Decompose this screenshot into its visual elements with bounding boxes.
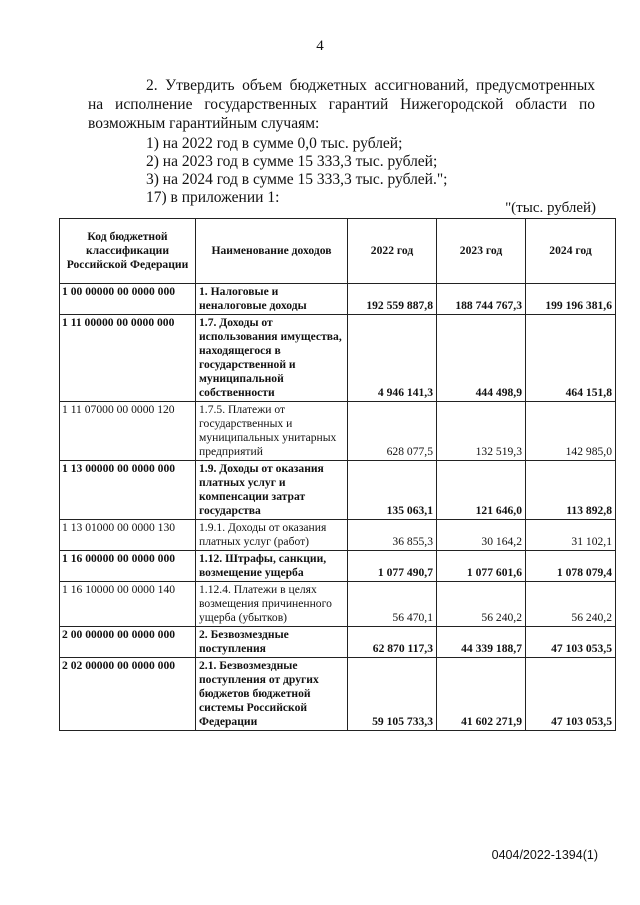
cell-name: 1.12.4. Платежи в целях возмещения причиненного ущерба (убытков) — [196, 582, 348, 627]
cell-2023: 444 498,9 — [437, 315, 526, 402]
cell-2023: 121 646,0 — [437, 461, 526, 520]
cell-name: 1.12. Штрафы, санкции, возмещение ущерба — [196, 551, 348, 582]
table-row — [60, 402, 616, 461]
cell-2022: 36 855,3 — [348, 520, 437, 551]
line-2023: 2) на 2023 год в сумме 15 333,3 тыс. рублей; — [146, 153, 438, 170]
cell-2022: 62 870 117,3 — [348, 627, 437, 658]
cell-code: 1 00 00000 00 0000 000 — [60, 284, 196, 315]
cell-2024: 142 985,0 — [526, 402, 616, 461]
cell-code: 1 13 01000 00 0000 130 — [60, 520, 196, 551]
cell-2024: 31 102,1 — [526, 520, 616, 551]
table-row — [60, 582, 616, 627]
cell-2022: 1 077 490,7 — [348, 551, 437, 582]
cell-2024: 56 240,2 — [526, 582, 616, 627]
cell-code: 2 02 00000 00 0000 000 — [60, 658, 196, 731]
header-2024: 2024 год — [526, 219, 616, 284]
cell-name: 2.1. Безвозмездные поступления от других бюджетов бюджетной системы Российской Федерации — [196, 658, 348, 731]
cell-2024: 1 078 079,4 — [526, 551, 616, 582]
header-code: Код бюджетной классификации Российской Федерации — [60, 219, 196, 284]
cell-2023: 1 077 601,6 — [437, 551, 526, 582]
footer-document-code: 0404/2022-1394(1) — [491, 848, 598, 862]
table-row — [60, 551, 616, 582]
table-row — [60, 461, 616, 520]
cell-name: 1.7. Доходы от использования имущества, находящегося в государственной и муниципальной собственности — [196, 315, 348, 402]
cell-2023: 44 339 188,7 — [437, 627, 526, 658]
line-appendix: 17) в приложении 1: — [146, 189, 280, 206]
cell-2023: 132 519,3 — [437, 402, 526, 461]
header-2023: 2023 год — [437, 219, 526, 284]
cell-code: 2 00 00000 00 0000 000 — [60, 627, 196, 658]
line-2022: 1) на 2022 год в сумме 0,0 тыс. рублей; — [146, 135, 403, 152]
cell-2022: 56 470,1 — [348, 582, 437, 627]
cell-2022: 135 063,1 — [348, 461, 437, 520]
table-header-row — [60, 219, 616, 284]
cell-name: 2. Безвозмездные поступления — [196, 627, 348, 658]
cell-2022: 192 559 887,8 — [348, 284, 437, 315]
table-row — [60, 627, 616, 658]
cell-code: 1 16 00000 00 0000 000 — [60, 551, 196, 582]
cell-name: 1.9. Доходы от оказания платных услуг и компенсации затрат государства — [196, 461, 348, 520]
cell-2024: 199 196 381,6 — [526, 284, 616, 315]
unit-label: "(тыс. рублей) — [505, 200, 596, 216]
cell-2023: 56 240,2 — [437, 582, 526, 627]
cell-2023: 41 602 271,9 — [437, 658, 526, 731]
cell-2022: 4 946 141,3 — [348, 315, 437, 402]
revenue-table — [59, 218, 616, 731]
cell-name: 1. Налоговые и неналоговые доходы — [196, 284, 348, 315]
cell-2023: 188 744 767,3 — [437, 284, 526, 315]
header-2022: 2022 год — [348, 219, 437, 284]
table-row — [60, 315, 616, 402]
table-body — [60, 284, 616, 731]
cell-2024: 464 151,8 — [526, 315, 616, 402]
page-number: 4 — [316, 38, 324, 54]
cell-name: 1.7.5. Платежи от государственных и муниципальных унитарных предприятий — [196, 402, 348, 461]
header-name: Наименование доходов — [196, 219, 348, 284]
line-2024: 3) на 2024 год в сумме 15 333,3 тыс. рублей."; — [146, 171, 448, 188]
table-row — [60, 658, 616, 731]
cell-2023: 30 164,2 — [437, 520, 526, 551]
cell-code: 1 13 00000 00 0000 000 — [60, 461, 196, 520]
cell-code: 1 11 00000 00 0000 000 — [60, 315, 196, 402]
cell-2022: 59 105 733,3 — [348, 658, 437, 731]
paragraph-main: 2. Утвердить объем бюджетных ассигнований, предусмотренных на исполнение государственных гарантий Нижегородской области по возможным гарантийным случаям: — [88, 77, 595, 132]
cell-name: 1.9.1. Доходы от оказания платных услуг (работ) — [196, 520, 348, 551]
cell-2024: 47 103 053,5 — [526, 627, 616, 658]
cell-2024: 113 892,8 — [526, 461, 616, 520]
cell-code: 1 11 07000 00 0000 120 — [60, 402, 196, 461]
cell-code: 1 16 10000 00 0000 140 — [60, 582, 196, 627]
table-row — [60, 520, 616, 551]
table-row — [60, 284, 616, 315]
cell-2022: 628 077,5 — [348, 402, 437, 461]
cell-2024: 47 103 053,5 — [526, 658, 616, 731]
